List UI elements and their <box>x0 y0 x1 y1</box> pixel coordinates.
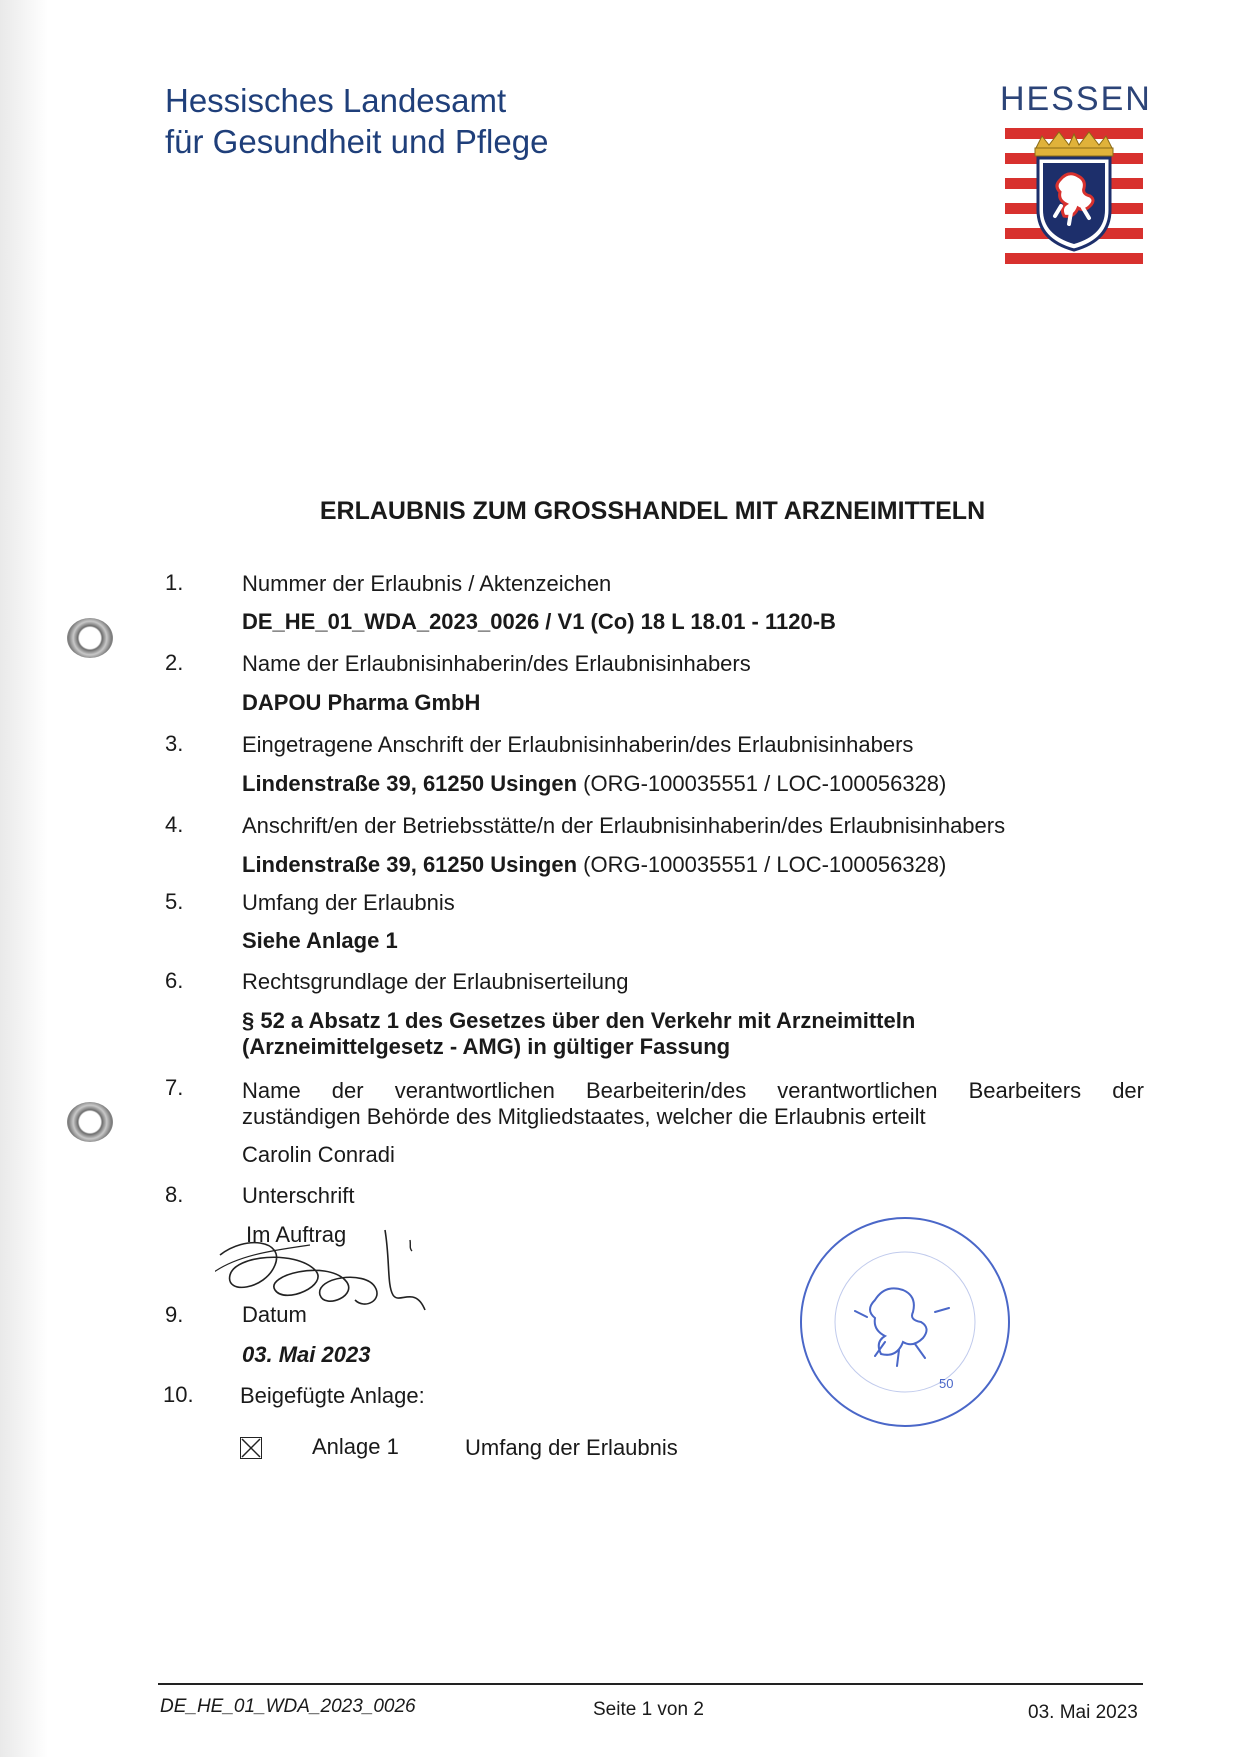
item-7-label <box>242 1078 1144 1130</box>
scan-shadow <box>0 0 48 1757</box>
item-1-value: DE_HE_01_WDA_2023_0026 / V1 (Co) 18 L 18.01 - 1120-B <box>242 609 836 634</box>
footer-reference: DE_HE_01_WDA_2023_0026 <box>160 1696 416 1717</box>
stamp-number: 50 <box>939 1376 954 1391</box>
item-2-value: DAPOU Pharma GmbH <box>242 690 481 715</box>
item-1-number: 1. <box>165 570 184 595</box>
item-4-value-address: Lindenstraße 39, 61250 Usingen <box>242 852 578 877</box>
item-7-label-line1: Name der verantwortlichen Bearbeiterin/des verantwortlichen Bearbeiters der <box>242 1078 1144 1103</box>
item-10-number: 10. <box>163 1382 194 1407</box>
item-3-value <box>242 771 946 797</box>
item-1-label: Nummer der Erlaubnis / Aktenzeichen <box>242 571 612 596</box>
item-3-value-ids: (ORG-100035551 / LOC-100056328) <box>577 771 947 796</box>
item-9-value: 03. Mai 2023 <box>242 1342 371 1367</box>
item-7-number: 7. <box>165 1075 184 1100</box>
item-9-label: Datum <box>242 1302 307 1327</box>
footer-page-number: Seite 1 von 2 <box>593 1699 704 1720</box>
item-3-label: Eingetragene Anschrift der Erlaubnisinhaberin/des Erlaubnisinhabers <box>242 732 914 757</box>
item-4-number: 4. <box>165 812 184 837</box>
item-6-label: Rechtsgrundlage der Erlaubniserteilung <box>242 969 629 994</box>
item-5-number: 5. <box>165 889 184 914</box>
item-7-label-line2: zuständigen Behörde des Mitgliedstaates, welcher die Erlaubnis erteilt <box>242 1104 926 1129</box>
item-6-value-line1: § 52 a Absatz 1 des Gesetzes über den Verkehr mit Arzneimitteln <box>242 1008 916 1033</box>
punch-hole-lower <box>67 1102 113 1142</box>
item-4-value <box>242 852 946 878</box>
item-10-label: Beigefügte Anlage: <box>240 1383 425 1408</box>
attachment-description: Umfang der Erlaubnis <box>465 1435 678 1460</box>
item-3-value-address: Lindenstraße 39, 61250 Usingen <box>242 771 578 796</box>
item-4-value-ids: (ORG-100035551 / LOC-100056328) <box>577 852 947 877</box>
authority-name <box>165 80 548 162</box>
item-9-number: 9. <box>165 1302 184 1327</box>
item-5-label: Umfang der Erlaubnis <box>242 890 455 915</box>
footer-rule <box>158 1683 1143 1685</box>
item-2-label: Name der Erlaubnisinhaberin/des Erlaubnisinhabers <box>242 651 751 676</box>
item-7-value: Carolin Conradi <box>242 1142 395 1167</box>
state-name: HESSEN <box>1000 80 1152 118</box>
punch-hole-upper <box>67 618 113 658</box>
item-8-label: Unterschrift <box>242 1183 355 1208</box>
item-5-value: Siehe Anlage 1 <box>242 928 398 953</box>
footer-date: 03. Mai 2023 <box>1028 1702 1138 1723</box>
attachment-name: Anlage 1 <box>312 1434 399 1459</box>
authority-line1: Hessisches Landesamt <box>165 82 507 119</box>
item-2-number: 2. <box>165 650 184 675</box>
official-stamp-icon <box>795 1212 1015 1432</box>
item-4-label: Anschrift/en der Betriebsstätte/n der Erlaubnisinhaberin/des Erlaubnisinhabers <box>242 813 1006 838</box>
item-6-number: 6. <box>165 968 184 993</box>
document-title: ERLAUBNIS ZUM GROSSHANDEL MIT ARZNEIMITTELN <box>319 497 986 525</box>
item-8-number: 8. <box>165 1182 184 1207</box>
authority-line2: für Gesundheit und Pflege <box>165 123 549 160</box>
item-6-value-line2: (Arzneimittelgesetz - AMG) in gültiger Fassung <box>242 1034 731 1059</box>
checked-box-icon <box>240 1437 262 1459</box>
item-3-number: 3. <box>165 731 184 756</box>
hessen-coat-of-arms-icon <box>1005 128 1143 268</box>
item-8-value: Im Auftrag <box>246 1222 347 1247</box>
